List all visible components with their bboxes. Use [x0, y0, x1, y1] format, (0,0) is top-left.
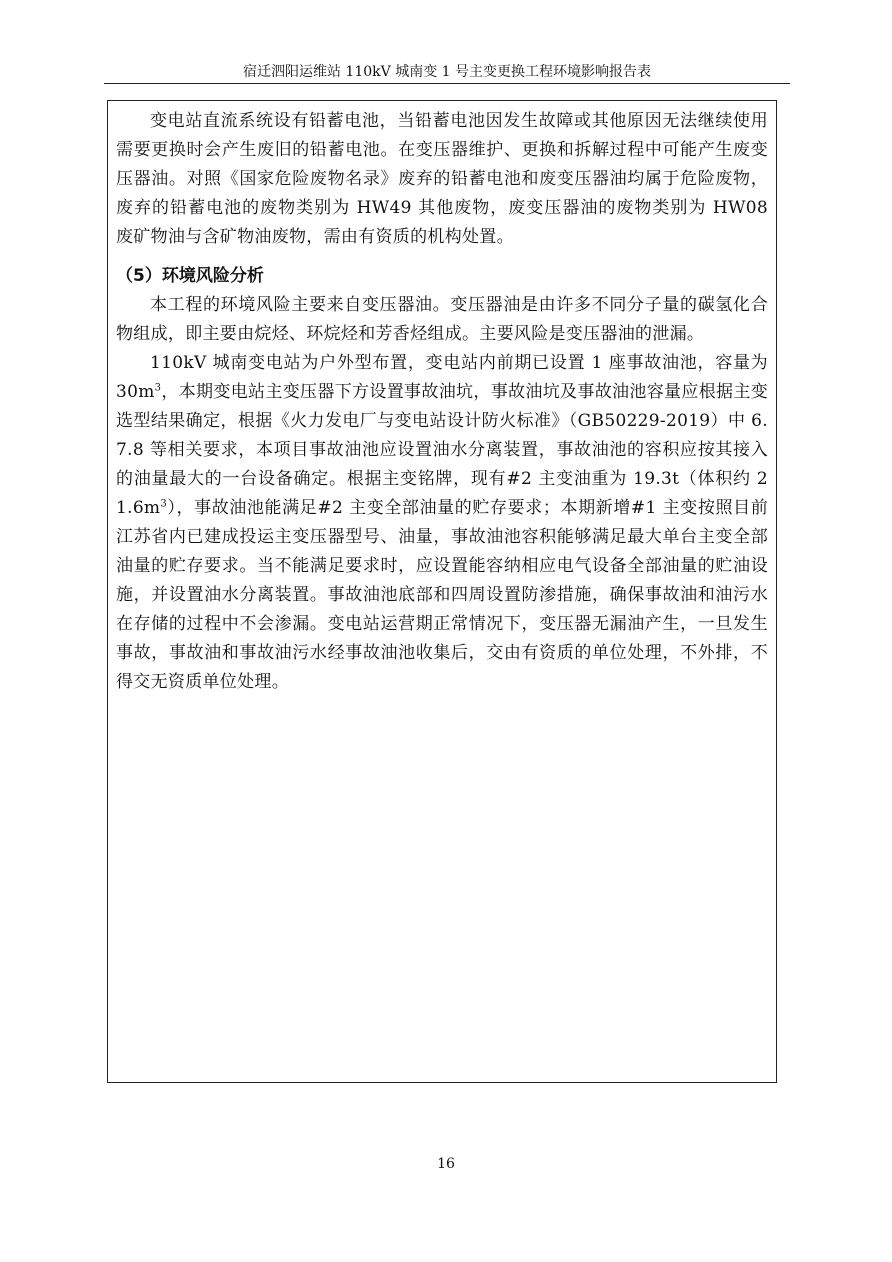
content-frame: [107, 100, 777, 1083]
paragraph-text-segment: 110kV 城南变电站为户外型布置，变电站内前期已设置 1 座事故油池，容量为 30m: [116, 353, 768, 402]
paragraph-text-segment: ），事故油池能满足#2 主变全部油量的贮存要求；本期新增#1 主变按照目前江苏省内已建成投运主变压器型号、油量，事故油池容积能够满足最大单台主变全部油量的贮存要求。当不能满足要求时，应设置能容纳相应电气设备全部油量的贮油设施，并设置油水分离装置。事故油池底部和四周设置防渗措施，确保事故油和油污水在存储的过程中不会渗漏。变电站运营期正常情况下，变压器无漏油产生，一旦发生事故，事故油和事故油污水经事故油池收集后，交由有资质的单位处理，不外排，不得交无资质单位处理。: [116, 498, 768, 692]
paragraph-accident-oil-pool: [116, 349, 768, 697]
section-heading-environmental-risk: （5）环境风险分析: [116, 266, 264, 286]
superscript-exponent: 3: [160, 498, 168, 510]
paragraph-text-segment: ，本期变电站主变压器下方设置事故油坑，事故油坑及事故油池容量应根据主变选型结果确定，根据《火力发电厂与变电站设计防火标准》（GB50229-2019）中 6.7.8 等相关要求，本项目事故油池应设置油水分离装置，事故油池的容积应按其接入的油量最大的一台设备确定。根据主变铭牌，现有#2 主变油重为 19.3t（体积约 21.6m: [116, 382, 768, 518]
page-header: [104, 63, 790, 84]
report-title: 宿迁泗阳运维站 110kV 城南变 1 号主变更换工程环境影响报告表: [242, 64, 652, 80]
paragraph-risk-source: 本工程的环境风险主要来自变压器油。变压器油是由许多不同分子量的碳氢化合物组成，即主要由烷烃、环烷烃和芳香烃组成。主要风险是变压器油的泄漏。: [116, 295, 768, 344]
superscript-exponent: 3: [154, 382, 162, 394]
paragraph-hazardous-waste: 变电站直流系统设有铅蓄电池，当铅蓄电池因发生故障或其他原因无法继续使用需要更换时会产生废旧的铅蓄电池。在变压器维护、更换和拆解过程中可能产生废变压器油。对照《国家危险废物名录》废弃的铅蓄电池和废变压器油均属于危险废物，废弃的铅蓄电池的废物类别为 HW49 其他废物，废变压器油的废物类别为 HW08 废矿物油与含矿物油废物，需由有资质的机构处置。: [116, 111, 768, 247]
page-number: 16: [437, 1156, 455, 1172]
